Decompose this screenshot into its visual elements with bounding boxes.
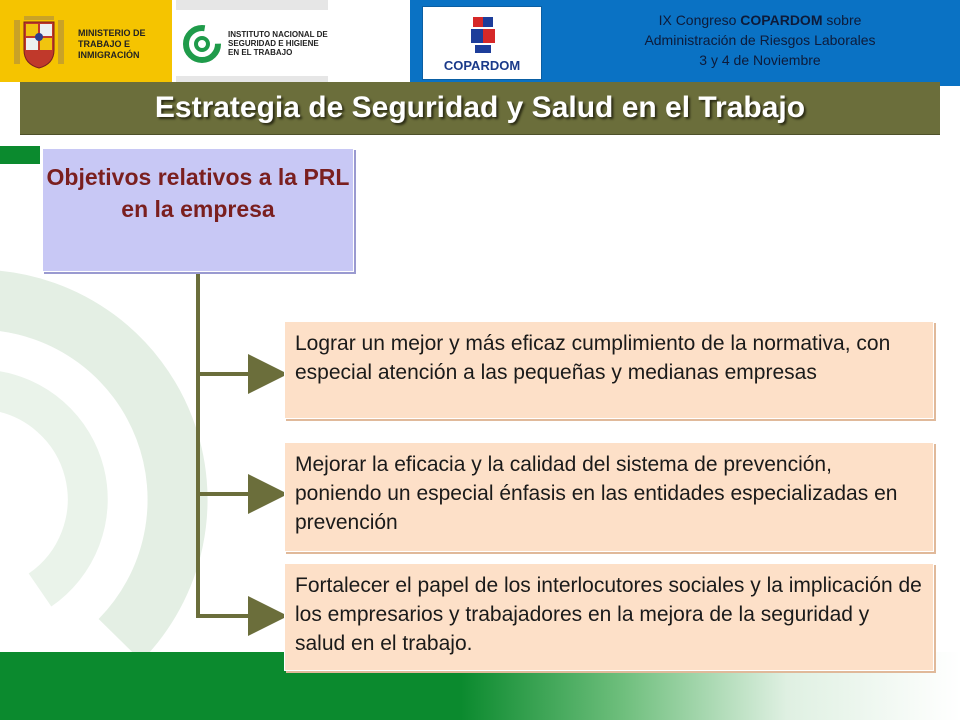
objectives-heading: Objetivos relativos a la PRL en la empresa bbox=[46, 164, 350, 222]
goal-box-2 bbox=[284, 442, 934, 552]
goal-text-1: Lograr un mejor y más eficaz cumplimiento de la normativa, con especial atención a las pequeñas y medianas empresas bbox=[295, 332, 891, 384]
goal-text-3: Fortalecer el papel de los interlocutores sociales y la implicación de los empresarios y trabajadores en la mejora de la seguridad y salud en el trabajo. bbox=[295, 574, 922, 655]
goal-box-1 bbox=[284, 321, 934, 419]
insht-label: INSTITUTO NACIONAL DE SEGURIDAD E HIGIENE EN EL TRABAJO bbox=[228, 30, 328, 57]
congress-line-3: 3 y 4 de Noviembre bbox=[699, 52, 821, 68]
goal-box-3 bbox=[284, 563, 934, 671]
slide-title: Estrategia de Seguridad y Salud en el Trabajo bbox=[154, 91, 806, 124]
ministerio-label: MINISTERIO DE TRABAJO E INMIGRACIÓN bbox=[78, 28, 146, 60]
congress-line-2: Administración de Riesgos Laborales bbox=[644, 32, 876, 48]
objectives-heading-box bbox=[42, 148, 354, 272]
goal-text-2: Mejorar la eficacia y la calidad del sistema de prevención, poniendo un especial énfasis en las entidades especializadas en prevención bbox=[295, 453, 898, 534]
congress-line-1: IX Congreso COPARDOM sobre bbox=[658, 12, 862, 28]
copardom-wordmark: COPARDOM bbox=[443, 58, 521, 73]
